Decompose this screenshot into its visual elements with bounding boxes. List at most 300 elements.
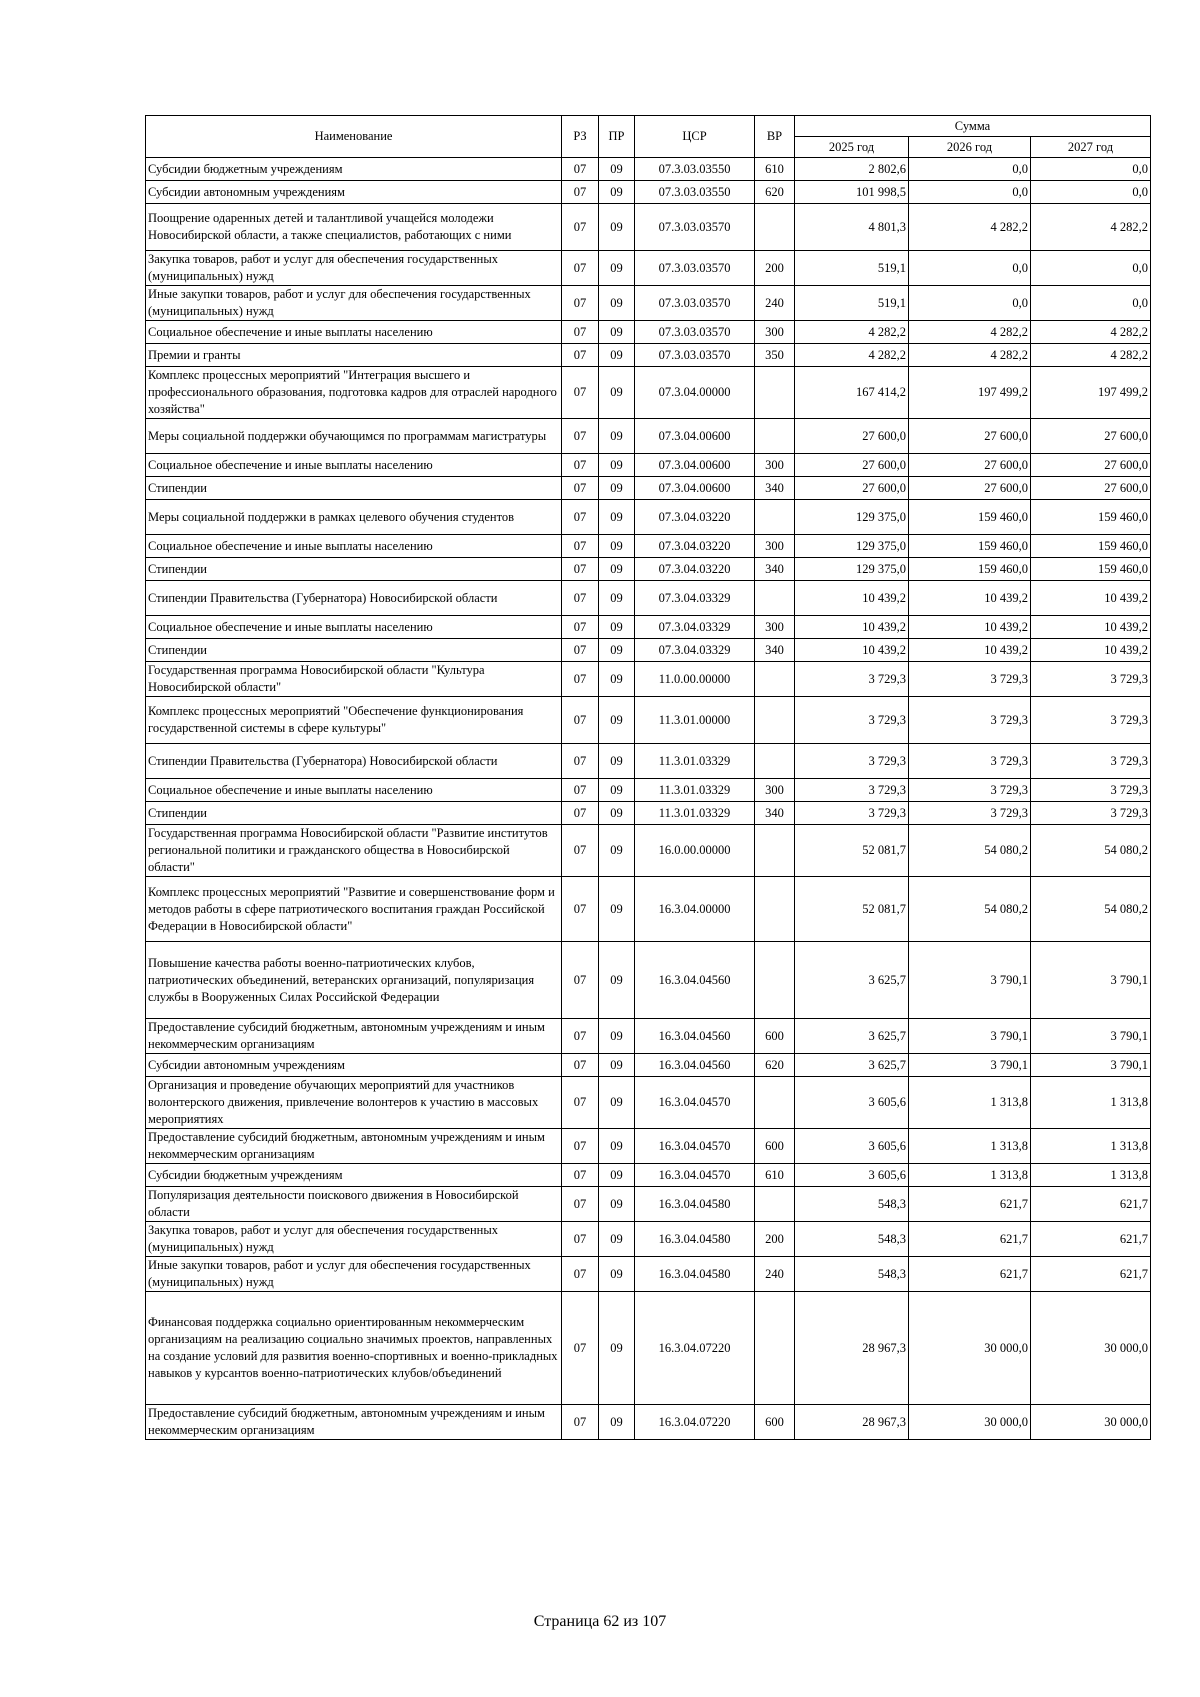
- cell-2027: 621,7: [1031, 1222, 1151, 1257]
- cell-2027: 0,0: [1031, 181, 1151, 204]
- cell-vr: [755, 825, 795, 877]
- cell-rz: 07: [562, 535, 599, 558]
- cell-name: Государственная программа Новосибирской области "Культура Новосибирской области": [146, 662, 562, 697]
- cell-pr: 09: [599, 802, 635, 825]
- table-row: [146, 1164, 1151, 1187]
- cell-pr: 09: [599, 535, 635, 558]
- cell-rz: 07: [562, 1405, 599, 1440]
- table-row: [146, 500, 1151, 535]
- cell-2027: 4 282,2: [1031, 344, 1151, 367]
- cell-2027: 1 313,8: [1031, 1077, 1151, 1129]
- cell-name: Меры социальной поддержки обучающимся по программам магистратуры: [146, 419, 562, 454]
- cell-2026: 27 600,0: [909, 419, 1031, 454]
- header-csr: ЦСР: [635, 116, 755, 158]
- table-row: [146, 1019, 1151, 1054]
- cell-pr: 09: [599, 558, 635, 581]
- cell-2026: 3 790,1: [909, 942, 1031, 1019]
- cell-2026: 3 729,3: [909, 662, 1031, 697]
- header-vr: ВР: [755, 116, 795, 158]
- cell-csr: 11.3.01.03329: [635, 802, 755, 825]
- cell-2025: 3 729,3: [795, 802, 909, 825]
- table-row: [146, 477, 1151, 500]
- cell-rz: 07: [562, 744, 599, 779]
- cell-rz: 07: [562, 662, 599, 697]
- cell-vr: [755, 1292, 795, 1405]
- cell-csr: 07.3.04.03220: [635, 558, 755, 581]
- cell-2026: 4 282,2: [909, 204, 1031, 251]
- cell-2026: 1 313,8: [909, 1129, 1031, 1164]
- cell-rz: 07: [562, 558, 599, 581]
- cell-2027: 0,0: [1031, 158, 1151, 181]
- cell-csr: 07.3.04.03329: [635, 639, 755, 662]
- cell-2025: 3 625,7: [795, 1054, 909, 1077]
- cell-csr: 07.3.04.00600: [635, 477, 755, 500]
- table-row: [146, 877, 1151, 942]
- cell-name: Комплекс процессных мероприятий "Развитие и совершенствование форм и методов работы в сфере патриотического воспитания граждан Российской Федерации в Новосибирской области": [146, 877, 562, 942]
- cell-csr: 07.3.04.00000: [635, 367, 755, 419]
- cell-2026: 3 790,1: [909, 1054, 1031, 1077]
- cell-pr: 09: [599, 1292, 635, 1405]
- cell-2027: 159 460,0: [1031, 535, 1151, 558]
- cell-pr: 09: [599, 639, 635, 662]
- cell-2025: 3 729,3: [795, 779, 909, 802]
- cell-2026: 27 600,0: [909, 454, 1031, 477]
- cell-2027: 621,7: [1031, 1257, 1151, 1292]
- cell-2025: 27 600,0: [795, 477, 909, 500]
- cell-pr: 09: [599, 1077, 635, 1129]
- cell-rz: 07: [562, 454, 599, 477]
- cell-2026: 0,0: [909, 181, 1031, 204]
- cell-csr: 16.3.04.04580: [635, 1222, 755, 1257]
- header-sum: Сумма: [795, 116, 1151, 137]
- cell-csr: 07.3.03.03550: [635, 181, 755, 204]
- cell-2025: 52 081,7: [795, 877, 909, 942]
- cell-name: Иные закупки товаров, работ и услуг для обеспечения государственных (муниципальных) нужд: [146, 1257, 562, 1292]
- cell-2026: 10 439,2: [909, 616, 1031, 639]
- cell-name: Субсидии бюджетным учреждениям: [146, 158, 562, 181]
- cell-vr: 200: [755, 1222, 795, 1257]
- cell-csr: 07.3.04.03220: [635, 500, 755, 535]
- cell-csr: 07.3.04.03220: [635, 535, 755, 558]
- cell-2025: 28 967,3: [795, 1405, 909, 1440]
- cell-2026: 159 460,0: [909, 500, 1031, 535]
- cell-2026: 159 460,0: [909, 558, 1031, 581]
- cell-2025: 52 081,7: [795, 825, 909, 877]
- cell-rz: 07: [562, 802, 599, 825]
- cell-2027: 30 000,0: [1031, 1292, 1151, 1405]
- cell-rz: 07: [562, 1129, 599, 1164]
- cell-pr: 09: [599, 1222, 635, 1257]
- cell-name: Социальное обеспечение и иные выплаты населению: [146, 616, 562, 639]
- cell-rz: 07: [562, 251, 599, 286]
- table-row: [146, 558, 1151, 581]
- cell-2025: 4 801,3: [795, 204, 909, 251]
- cell-2026: 30 000,0: [909, 1405, 1031, 1440]
- cell-2027: 30 000,0: [1031, 1405, 1151, 1440]
- cell-pr: 09: [599, 500, 635, 535]
- cell-pr: 09: [599, 942, 635, 1019]
- cell-pr: 09: [599, 1405, 635, 1440]
- cell-2027: 10 439,2: [1031, 581, 1151, 616]
- cell-name: Финансовая поддержка социально ориентированным некоммерческим организациям на реализацию социально значимых проектов, направленных на создание условий для развития военно-спортивных и военно-прикладных навыков у курсантов военно-патриотических клубов/объединений: [146, 1292, 562, 1405]
- cell-rz: 07: [562, 877, 599, 942]
- cell-2026: 4 282,2: [909, 344, 1031, 367]
- cell-2025: 548,3: [795, 1187, 909, 1222]
- cell-2025: 27 600,0: [795, 454, 909, 477]
- table-body: [146, 158, 1151, 1440]
- cell-2026: 54 080,2: [909, 877, 1031, 942]
- cell-2026: 1 313,8: [909, 1077, 1031, 1129]
- cell-pr: 09: [599, 344, 635, 367]
- cell-name: Стипендии Правительства (Губернатора) Новосибирской области: [146, 744, 562, 779]
- cell-rz: 07: [562, 344, 599, 367]
- cell-rz: 07: [562, 581, 599, 616]
- header-2027: 2027 год: [1031, 137, 1151, 158]
- table-row: [146, 251, 1151, 286]
- cell-2025: 548,3: [795, 1257, 909, 1292]
- cell-name: Комплекс процессных мероприятий "Интеграция высшего и профессионального образования, подготовка кадров для отраслей народного хозяйства": [146, 367, 562, 419]
- cell-2025: 3 625,7: [795, 1019, 909, 1054]
- cell-rz: 07: [562, 321, 599, 344]
- cell-csr: 07.3.04.03329: [635, 581, 755, 616]
- cell-2026: 0,0: [909, 251, 1031, 286]
- cell-2027: 1 313,8: [1031, 1129, 1151, 1164]
- cell-2027: 0,0: [1031, 251, 1151, 286]
- cell-pr: 09: [599, 662, 635, 697]
- cell-rz: 07: [562, 367, 599, 419]
- cell-pr: 09: [599, 321, 635, 344]
- cell-pr: 09: [599, 286, 635, 321]
- table-row: [146, 321, 1151, 344]
- cell-csr: 07.3.03.03570: [635, 321, 755, 344]
- cell-pr: 09: [599, 477, 635, 500]
- table-row: [146, 779, 1151, 802]
- cell-2025: 2 802,6: [795, 158, 909, 181]
- cell-pr: 09: [599, 1129, 635, 1164]
- cell-2025: 10 439,2: [795, 581, 909, 616]
- cell-csr: 11.3.01.03329: [635, 744, 755, 779]
- cell-name: Повышение качества работы военно-патриотических клубов, патриотических объединений, ветеранских организаций, популяризация службы в Вооруженных Силах Российской Федерации: [146, 942, 562, 1019]
- cell-pr: 09: [599, 877, 635, 942]
- cell-vr: [755, 500, 795, 535]
- cell-rz: 07: [562, 181, 599, 204]
- cell-pr: 09: [599, 251, 635, 286]
- table-row: [146, 1077, 1151, 1129]
- table-row: [146, 662, 1151, 697]
- cell-pr: 09: [599, 1054, 635, 1077]
- table-row: [146, 344, 1151, 367]
- cell-pr: 09: [599, 1257, 635, 1292]
- cell-rz: 07: [562, 1187, 599, 1222]
- cell-name: Закупка товаров, работ и услуг для обеспечения государственных (муниципальных) нужд: [146, 251, 562, 286]
- header-pr: ПР: [599, 116, 635, 158]
- table-row: [146, 942, 1151, 1019]
- cell-vr: [755, 419, 795, 454]
- cell-name: Организация и проведение обучающих мероприятий для участников волонтерского движения, привлечение волонтеров к участию в массовых мероприятиях: [146, 1077, 562, 1129]
- table-row: [146, 1405, 1151, 1440]
- cell-rz: 07: [562, 1019, 599, 1054]
- table-row: [146, 1187, 1151, 1222]
- cell-csr: 16.0.00.00000: [635, 825, 755, 877]
- cell-2027: 621,7: [1031, 1187, 1151, 1222]
- table-row: [146, 1054, 1151, 1077]
- cell-rz: 07: [562, 158, 599, 181]
- cell-name: Стипендии: [146, 477, 562, 500]
- table-row: [146, 1222, 1151, 1257]
- table-row: [146, 744, 1151, 779]
- cell-2025: 10 439,2: [795, 616, 909, 639]
- cell-2025: 519,1: [795, 286, 909, 321]
- table-row: [146, 367, 1151, 419]
- cell-pr: 09: [599, 1164, 635, 1187]
- cell-name: Субсидии автономным учреждениям: [146, 181, 562, 204]
- cell-2027: 27 600,0: [1031, 454, 1151, 477]
- cell-name: Социальное обеспечение и иные выплаты населению: [146, 454, 562, 477]
- cell-vr: [755, 697, 795, 744]
- cell-pr: 09: [599, 697, 635, 744]
- cell-2026: 3 790,1: [909, 1019, 1031, 1054]
- cell-vr: 620: [755, 1054, 795, 1077]
- cell-csr: 07.3.04.03329: [635, 616, 755, 639]
- cell-2027: 10 439,2: [1031, 639, 1151, 662]
- table-row: [146, 1129, 1151, 1164]
- cell-rz: 07: [562, 1257, 599, 1292]
- cell-2026: 10 439,2: [909, 581, 1031, 616]
- cell-name: Иные закупки товаров, работ и услуг для обеспечения государственных (муниципальных) нужд: [146, 286, 562, 321]
- cell-2026: 0,0: [909, 158, 1031, 181]
- table-row: [146, 1257, 1151, 1292]
- table-row: [146, 581, 1151, 616]
- cell-2025: 129 375,0: [795, 500, 909, 535]
- cell-2026: 3 729,3: [909, 697, 1031, 744]
- cell-vr: 600: [755, 1129, 795, 1164]
- cell-pr: 09: [599, 419, 635, 454]
- cell-rz: 07: [562, 1077, 599, 1129]
- cell-rz: 07: [562, 1292, 599, 1405]
- cell-2025: 3 605,6: [795, 1129, 909, 1164]
- cell-2025: 27 600,0: [795, 419, 909, 454]
- cell-2027: 1 313,8: [1031, 1164, 1151, 1187]
- cell-2025: 28 967,3: [795, 1292, 909, 1405]
- cell-2027: 3 729,3: [1031, 697, 1151, 744]
- cell-rz: 07: [562, 639, 599, 662]
- cell-vr: [755, 204, 795, 251]
- cell-vr: [755, 877, 795, 942]
- cell-csr: 07.3.04.00600: [635, 419, 755, 454]
- cell-2025: 519,1: [795, 251, 909, 286]
- cell-2026: 3 729,3: [909, 802, 1031, 825]
- cell-vr: 300: [755, 535, 795, 558]
- cell-pr: 09: [599, 204, 635, 251]
- cell-pr: 09: [599, 181, 635, 204]
- cell-vr: 240: [755, 286, 795, 321]
- cell-name: Социальное обеспечение и иные выплаты населению: [146, 535, 562, 558]
- cell-csr: 16.3.04.04570: [635, 1077, 755, 1129]
- cell-rz: 07: [562, 477, 599, 500]
- cell-csr: 07.3.04.00600: [635, 454, 755, 477]
- table-row: [146, 286, 1151, 321]
- cell-pr: 09: [599, 744, 635, 779]
- table-row: [146, 181, 1151, 204]
- table-row: [146, 825, 1151, 877]
- cell-vr: 600: [755, 1019, 795, 1054]
- cell-2027: 0,0: [1031, 286, 1151, 321]
- cell-2026: 30 000,0: [909, 1292, 1031, 1405]
- cell-2026: 27 600,0: [909, 477, 1031, 500]
- cell-name: Популяризация деятельности поискового движения в Новосибирской области: [146, 1187, 562, 1222]
- cell-2027: 4 282,2: [1031, 321, 1151, 344]
- cell-name: Социальное обеспечение и иные выплаты населению: [146, 779, 562, 802]
- cell-2027: 3 729,3: [1031, 802, 1151, 825]
- cell-2026: 621,7: [909, 1257, 1031, 1292]
- cell-csr: 16.3.04.04570: [635, 1164, 755, 1187]
- cell-name: Закупка товаров, работ и услуг для обеспечения государственных (муниципальных) нужд: [146, 1222, 562, 1257]
- cell-2026: 54 080,2: [909, 825, 1031, 877]
- cell-2026: 621,7: [909, 1187, 1031, 1222]
- cell-2025: 10 439,2: [795, 639, 909, 662]
- cell-2025: 3 729,3: [795, 697, 909, 744]
- budget-table: [145, 115, 1151, 1440]
- cell-vr: [755, 581, 795, 616]
- cell-name: Социальное обеспечение и иные выплаты населению: [146, 321, 562, 344]
- cell-rz: 07: [562, 779, 599, 802]
- cell-name: Предоставление субсидий бюджетным, автономным учреждениям и иным некоммерческим организациям: [146, 1019, 562, 1054]
- cell-2027: 159 460,0: [1031, 500, 1151, 535]
- cell-rz: 07: [562, 825, 599, 877]
- cell-vr: 610: [755, 1164, 795, 1187]
- table-row: [146, 697, 1151, 744]
- cell-csr: 16.3.04.07220: [635, 1405, 755, 1440]
- cell-2025: 3 729,3: [795, 744, 909, 779]
- table-row: [146, 616, 1151, 639]
- cell-2026: 10 439,2: [909, 639, 1031, 662]
- cell-rz: 07: [562, 616, 599, 639]
- cell-vr: 300: [755, 616, 795, 639]
- cell-vr: [755, 942, 795, 1019]
- cell-2027: 3 729,3: [1031, 779, 1151, 802]
- cell-vr: 610: [755, 158, 795, 181]
- table-header: [146, 116, 1151, 158]
- cell-2025: 101 998,5: [795, 181, 909, 204]
- cell-vr: [755, 744, 795, 779]
- header-2026: 2026 год: [909, 137, 1031, 158]
- cell-vr: [755, 662, 795, 697]
- cell-2027: 197 499,2: [1031, 367, 1151, 419]
- cell-vr: 200: [755, 251, 795, 286]
- cell-vr: [755, 1077, 795, 1129]
- cell-2026: 3 729,3: [909, 744, 1031, 779]
- cell-name: Субсидии автономным учреждениям: [146, 1054, 562, 1077]
- cell-pr: 09: [599, 779, 635, 802]
- cell-vr: [755, 1187, 795, 1222]
- cell-csr: 16.3.04.04560: [635, 942, 755, 1019]
- cell-vr: 340: [755, 639, 795, 662]
- cell-name: Стипендии Правительства (Губернатора) Новосибирской области: [146, 581, 562, 616]
- cell-2027: 3 790,1: [1031, 942, 1151, 1019]
- cell-vr: 300: [755, 321, 795, 344]
- cell-name: Стипендии: [146, 558, 562, 581]
- cell-2025: 548,3: [795, 1222, 909, 1257]
- cell-name: Стипендии: [146, 639, 562, 662]
- cell-2027: 3 790,1: [1031, 1054, 1151, 1077]
- cell-rz: 07: [562, 697, 599, 744]
- cell-pr: 09: [599, 616, 635, 639]
- cell-csr: 16.3.04.00000: [635, 877, 755, 942]
- cell-pr: 09: [599, 158, 635, 181]
- cell-vr: 350: [755, 344, 795, 367]
- cell-2025: 4 282,2: [795, 344, 909, 367]
- page-number: Страница 62 из 107: [533, 1613, 667, 1630]
- cell-csr: 07.3.03.03550: [635, 158, 755, 181]
- cell-csr: 11.3.01.03329: [635, 779, 755, 802]
- cell-csr: 07.3.03.03570: [635, 204, 755, 251]
- cell-2026: 197 499,2: [909, 367, 1031, 419]
- cell-2025: 4 282,2: [795, 321, 909, 344]
- cell-pr: 09: [599, 825, 635, 877]
- cell-csr: 11.0.00.00000: [635, 662, 755, 697]
- cell-rz: 07: [562, 1164, 599, 1187]
- table-row: [146, 1292, 1151, 1405]
- cell-rz: 07: [562, 204, 599, 251]
- cell-vr: [755, 367, 795, 419]
- cell-csr: 16.3.04.04580: [635, 1187, 755, 1222]
- header-2025: 2025 год: [795, 137, 909, 158]
- cell-name: Премии и гранты: [146, 344, 562, 367]
- cell-pr: 09: [599, 1187, 635, 1222]
- cell-csr: 07.3.03.03570: [635, 344, 755, 367]
- cell-2026: 3 729,3: [909, 779, 1031, 802]
- cell-vr: 620: [755, 181, 795, 204]
- cell-2027: 27 600,0: [1031, 419, 1151, 454]
- cell-2025: 167 414,2: [795, 367, 909, 419]
- cell-vr: 240: [755, 1257, 795, 1292]
- cell-csr: 16.3.04.04560: [635, 1054, 755, 1077]
- cell-rz: 07: [562, 942, 599, 1019]
- cell-2027: 3 729,3: [1031, 744, 1151, 779]
- table-row: [146, 454, 1151, 477]
- cell-2026: 0,0: [909, 286, 1031, 321]
- cell-csr: 16.3.04.04570: [635, 1129, 755, 1164]
- cell-pr: 09: [599, 454, 635, 477]
- cell-csr: 16.3.04.04580: [635, 1257, 755, 1292]
- cell-rz: 07: [562, 1054, 599, 1077]
- cell-name: Субсидии бюджетным учреждениям: [146, 1164, 562, 1187]
- cell-csr: 16.3.04.04560: [635, 1019, 755, 1054]
- cell-2025: 3 605,6: [795, 1164, 909, 1187]
- cell-2027: 3 790,1: [1031, 1019, 1151, 1054]
- cell-2025: 3 625,7: [795, 942, 909, 1019]
- cell-name: Меры социальной поддержки в рамках целевого обучения студентов: [146, 500, 562, 535]
- header-name: Наименование: [146, 116, 562, 158]
- cell-csr: 11.3.01.00000: [635, 697, 755, 744]
- cell-rz: 07: [562, 286, 599, 321]
- cell-pr: 09: [599, 367, 635, 419]
- cell-name: Комплекс процессных мероприятий "Обеспечение функционирования государственной системы в сфере культуры": [146, 697, 562, 744]
- table-row: [146, 639, 1151, 662]
- cell-name: Государственная программа Новосибирской области "Развитие институтов региональной политики и гражданского общества в Новосибирской области": [146, 825, 562, 877]
- cell-name: Стипендии: [146, 802, 562, 825]
- table-row: [146, 419, 1151, 454]
- cell-2027: 27 600,0: [1031, 477, 1151, 500]
- cell-pr: 09: [599, 581, 635, 616]
- table-row: [146, 204, 1151, 251]
- cell-2026: 4 282,2: [909, 321, 1031, 344]
- cell-2027: 10 439,2: [1031, 616, 1151, 639]
- cell-vr: 340: [755, 477, 795, 500]
- cell-rz: 07: [562, 419, 599, 454]
- cell-vr: 300: [755, 454, 795, 477]
- cell-2027: 4 282,2: [1031, 204, 1151, 251]
